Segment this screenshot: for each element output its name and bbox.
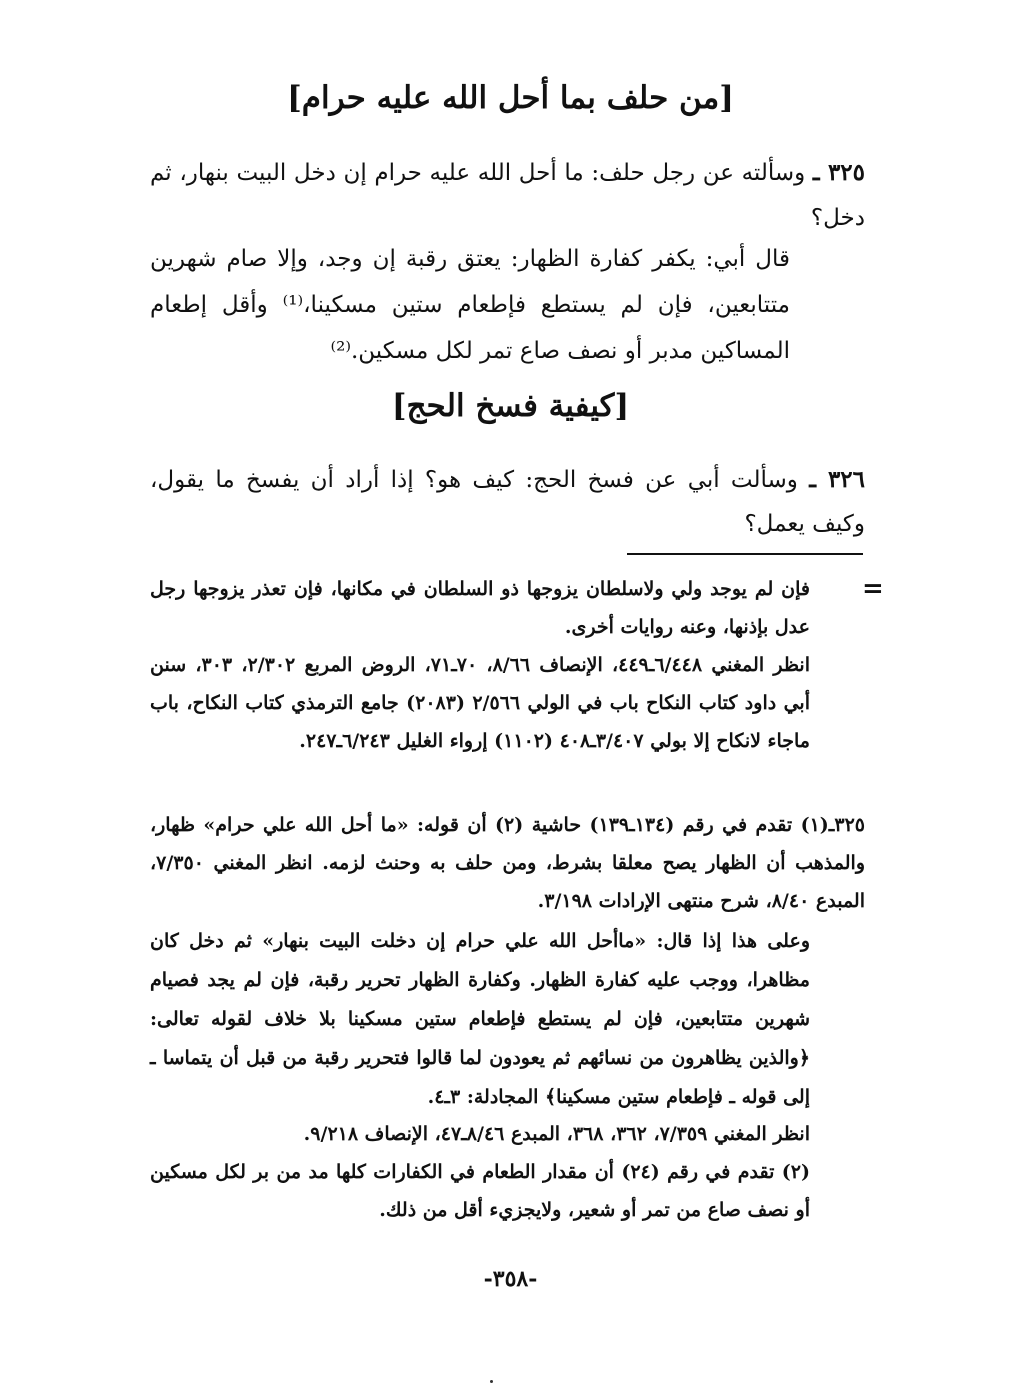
footnote-325-1-explanation: وعلى هذا إذا قال: «ماأحل الله علي حرام إن دخلت البيت بنهار» ثم دخل كان مظاهرا، ووجب عليه كفارة الظهار. وكفارة الظهار تحرير رقبة، فإن لم يجد فصيام شهرين متتابعين، فإن لم يستطع فإطعام ستين مسكينا بلا خلاف لقوله تعالى: ﴿والذين يظاهرون من نسائهم ثم يعودون لما قالوا فتحرير رقبة من قبل أن يتماسا ـ إلى قوله ـ فإطعام ستين مسكينا﴾ المجادلة: ٣ـ٤. [150,930,810,1108]
footnote-number: ٣٢٥ـ(١) [800,814,865,836]
footnote-continued-1: فإن لم يوجد ولي ولاسلطان يزوجها ذو السلطان في مكانها، فإن تعذر يزوجها رجل عدل بإذنها، وعنه روايات أخرى. [150,578,810,638]
scan-speck [490,1380,493,1383]
paragraph-number: ٣٢٥ ـ [812,159,866,186]
footnote-separator [627,553,863,555]
paragraph-325-answer: قال أبي: يكفر كفارة الظهار: يعتق رقبة إن وجد، وإلا صام شهرين متتابعين، فإن لم يستطع فإطعام ستين مسكينا،⁽¹⁾ وأقل إطعام المساكين مدبر أو نصف صاع تمر لكل مسكين.⁽²⁾ [150,246,790,364]
footnote-325-2: (٢) تقدم في رقم (٢٤) أن مقدار الطعام في الكفارات كلها مد من بر لكل مسكين أو نصف صاع من تمر أو شعير، ولايجزيء أقل من ذلك. [150,1161,810,1221]
footnote-continued-references: انظر المغني ٦/٤٤٨ـ٤٤٩، الإنصاف ٨/٦٦، ٧٠ـ٧١، الروض المربع ٢/٣٠٢، ٣٠٣، سنن أبي داود كتاب النكاح باب في الولي ٢/٥٦٦ (٢٠٨٣) جامع الترمذي كتاب النكاح، باب ماجاء لانكاح إلا بولي ٣/٤٠٧ـ٤٠٨ (١١٠٢) إرواء الغليل ٦/٢٤٣ـ٢٤٧. [150,654,810,752]
continuation-mark: = [862,574,884,604]
paragraph-text: وسألته عن رجل حلف: ما أحل الله عليه حرام إن دخل البيت بنهار، ثم دخل؟ [150,160,865,231]
paragraph-326-question [150,458,865,546]
paragraph-number: ٣٢٦ ـ [809,466,866,493]
footnote-325-1 [150,806,865,920]
section-heading-oath: [من حلف بما أحل الله عليه حرام] [287,80,734,116]
page-number: -٣٥٨- [483,1266,538,1292]
paragraph-325-question [150,150,865,241]
section-heading-hajj: [كيفية فسخ الحج] [391,388,630,424]
paragraph-text: وسألت أبي عن فسخ الحج: كيف هو؟ إذا أراد أن يفسخ ما يقول، وكيف يعمل؟ [150,467,865,537]
footnote-text: تقدم في رقم (١٣٤ـ١٣٩) حاشية (٢) أن قوله: «ما أحل الله علي حرام» ظهار، والمذهب أن الظهار يصح معلقا بشرط، ومن حلف به وحنث لزمه. انظر المغني ٧/٣٥٠، المبدع ٨/٤٠، شرح منتهى الإرادات ٣/١٩٨. [150,814,865,912]
footnote-325-1-references: انظر المغني ٧/٣٥٩، ٣٦٢، ٣٦٨، المبدع ٨/٤٦ـ٤٧، الإنصاف ٩/٢١٨. [303,1123,810,1145]
